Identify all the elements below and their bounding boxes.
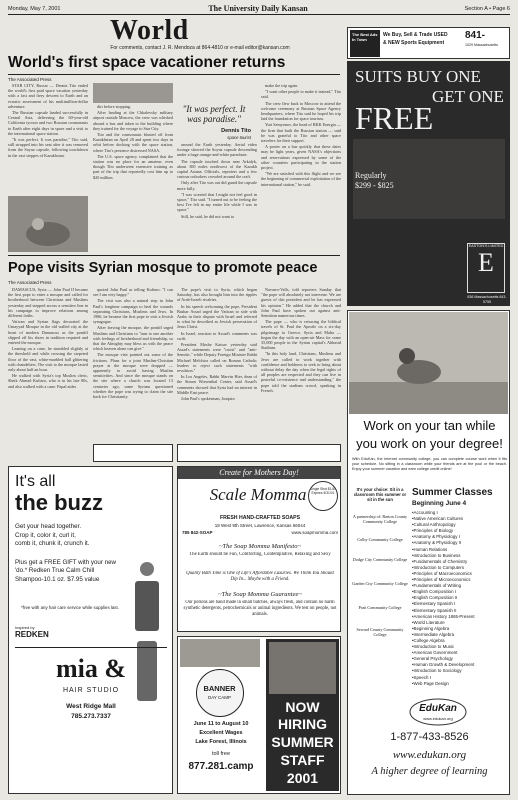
course-item: • Principles of Biology [412,528,507,534]
course-item: • Anatomy & Physiology II [412,540,507,546]
camp-phone: 877.281.camp [188,761,254,772]
camp-wages: Excellent Wages [199,730,243,736]
course-item: • World Literature [412,620,507,626]
edukan-intro: With EduKan, the Internet community college, you can complete course work when it fits your schedule. No sitting in a classroom while your friends are at the pool or the beach. Enjoy your summer vacation and earn college credit online! [352,457,507,471]
camp-dates: June 11 to August 10 [193,721,249,727]
course-item: • Intermediate Algebra [412,632,507,638]
story-column: around the Earth yesterday. Aerial video footage showed the Soyuz capsule descending under a huge orange-and-white parachute. The capsule touched down near Arkalyk, about 300 miles northwest of the Kazakh capital Astana. Officials, reporters and a few curious onlookers crowded around the craft. Only after Tito was out did guard the capsule more fully. "I was worried that I might not feel good in space," Tito said. "I turned out to be feeling the best I've felt in my entire life while I was in space." Still, he said, he did not want to [177,142,257,219]
camp-year: 2001 [286,770,319,786]
suits-ad [347,61,510,306]
byline: The Associated Press [8,280,52,285]
paper-name: The University Daily Kansan [208,4,308,13]
salon-name: mia & [55,654,127,683]
redken-name: REDKEN [15,630,49,639]
story-column: STAR CITY, Russia — Dennis Tito ended the world's first paid space vacation yesterday with a fast and fiery descent to Earth and an ecstatic assessment of his multimillion-dollar adventure. The Russian capsule landed successfully in Central Asia, delivering the 60-year-old California tycoon and two Russian cosmonauts to Earth after eight days in space and a visit to the international space station. "It was perfect. It was paradise," Tito said, still strapped into his seat after it was removed from the Soyuz capsule, following touchdown in the vast steppes of Kazakhstan. [8,83,88,158]
camp-logo [196,669,244,717]
buzz-text: Get your head together. [15,523,82,530]
buzz-text: comb it, chunk it, crunch it. [15,540,90,547]
course-item: • English Composition II [412,595,507,601]
buzz-line2: the buzz [15,491,103,515]
edukan-headline: Work on your tan while you work on your degree! [356,418,503,451]
redken-logo [15,625,75,643]
course-item: • Elementary Spanish II [412,608,507,614]
edukan-logo-url: www.edukan.org [423,716,453,721]
edukan-logo [408,697,468,727]
eastons-name: EASTON'S LIMITED [468,244,504,248]
soap-guarantee: Our potions are hand made in small batches, always fresh, and contain no harsh synthetic detergents, petrochemicals or animal ingredients. We test on people, not animals. [183,600,337,617]
camp-now: NOW [285,699,320,715]
buzz-line1: It's all [15,473,56,490]
soap-guarantee-title: ~The Soap Momma Guarantee~ [218,591,302,598]
sports-ad-buy: We Buy, Sell & Trade USED [383,32,448,38]
camp-summer: SUMMER [271,734,334,750]
college-item: Colby Community College [357,537,403,542]
suits-line2: GET ONE [432,87,504,106]
edukan-photo [349,312,508,414]
course-item: • College Algebra [412,638,507,644]
soap-banner: Create for Mothers Day! [178,467,340,479]
story-column: dirt before stopping. After landing at the Chkalovsky military airport outside Moscow, the crew was whisked aboard a bus and taken to the building where they trained for the voyage to Star City. Tito and the cosmonauts blasted off from Kazakhstan on April 28 and spent two days in orbit before docking with the space station, where Tito's presence distressed NASA. The U.S. space agency complained that the station was no place for an amateur, even though Tito underwent extensive training as part of the trip that reportedly cost him up to $20 million. [93,104,173,180]
course-list [412,510,507,693]
camp-hiring: HIRING [278,716,327,732]
college-item: Garden City Community College [352,581,408,586]
course-item: • Introduction to Sociology [412,668,507,674]
college-item: Seward County Community College [356,627,404,637]
sports-ad-logo: The Best Ads In Town [350,30,380,57]
story-column: The pope's visit to Syria, which began Saturday, has also brought him into the ripples of Arab-Israeli rivalries. In his speech welcoming the pope, President Bashar Assad urged the Vatican to side with Arabs in their dispute with Israel and referred to what he described as Jewish persecution of Jesus Christ. In Israel, reaction to Assad's comments was swift. President Moshe Katsav yesterday said Assad's statements were "racist" and "anti-Semitic," while Deputy Foreign Minister Rabbi Michael Melchior called on Roman Catholic leaders to reject such statements "with revulsion." In Los Angeles, Rabbi Marvin Hier, dean of the Simon Wiesenthal Center, said Assad's comments showed that Syria had no interest in Middle East peace. John Paul's spokesman, Joaquin [177,287,257,402]
quote-role: space tourist [227,135,251,140]
edukan-ad [347,310,510,795]
camp-tollfree: toll free [211,751,231,757]
suits-free: FREE [355,101,434,135]
college-item: Dodge City Community College [352,557,408,562]
byline: The Associated Press [8,77,52,82]
soap-web: www.soapmomma.com [291,530,338,535]
section-title: World [110,16,189,46]
soap-manifesto-title: ~The Soap Momma Manifesto~ [219,543,301,550]
camp-staff-photo [269,642,336,694]
salon-ad [8,466,173,794]
redken-sub: Inspired by [15,625,35,630]
soap-fresh: FRESH HAND-CRAFTED SOAPS [219,515,301,521]
headline-pope: Pope visits Syrian mosque to promote peace [8,260,318,276]
eastons-initial: E [478,248,494,277]
eastons-address: 836 Massachusetts 843-5755 [467,295,507,304]
masthead-rule [8,14,510,15]
rule [8,255,340,256]
buzz-lines [15,523,165,553]
pull-quote: "It was perfect. It was paradise." [182,104,246,124]
sports-ad [347,27,510,59]
issue-date: Monday, May 7, 2001 [8,6,61,12]
edukan-choice: It's your choice: Sit in a classroom this summer or sit in the sun [353,487,407,502]
story-column: quoted John Paul as telling Kuftaro: "I can see I am very happy." The visit was also a natural step in John Paul's longtime campaign to heal the wounds separating Christians, Muslims and Jews. In 1986, he became the first pope to visit a Jewish synagogue. After leaving the mosque, the pontiff urged Muslims and Christians to "turn to one another with feelings of brotherhood and friendship, so that the Almighty may bless us with the peace which heaven alone can give." The mosque visit pointed out some of the frictions. Plans for a joint Muslim-Christian prayer at the mosque were dropped — apparently to avoid having Muslim sensitivities. And since the mosque stands on the site where a church was located 13 centuries ago, some Syrians questioned whether the pope was trying to claim the site back for Christianity. [93,287,173,400]
suits-price: $299 - $825 [355,181,394,190]
edukan-website: www.edukan.org [392,749,467,761]
photo-capsule [8,196,88,252]
course-item: • Principles of Macroeconomics [412,571,507,577]
course-item: • English Composition I [412,589,507,595]
course-item: • Beginning Algebra [412,626,507,632]
rule [8,74,340,75]
salon-phone: 785.273.7337 [71,713,111,720]
camp-location: Lake Forest, Illinois [195,739,247,745]
edukan-phone: 1-877-433-8526 [390,731,469,743]
course-item: • Human Relations [412,547,507,553]
soap-phone: 785 842-SOAP [182,530,213,535]
college-item: Pratt Community College [358,605,402,610]
course-item: • Elementary Spanish I [412,601,507,607]
course-item: • Human Growth & Development [412,662,507,668]
soap-ad [177,466,341,632]
course-item: • Introduction to Business [412,553,507,559]
course-item: • Native American Cultures [412,516,507,522]
edukan-partnership: A partnership of: Barton County Community College [352,514,408,524]
edukan-tagline: A higher degree of learning [371,766,488,777]
camp-hiring-panel [266,639,339,791]
story-column: make the trip again. "I want other people to make it instead," Tito said. The crew flew back to Moscow to attend the welcome ceremony at Russian Space Agency headquarters, where Tito said he hoped his trip laid the foundation for space tourism. Yuri Semyonov, the head of RKK Energia — the firm that built the Russian station — said he was grateful to Tito and other space travelers for their support. A poster on a bus quickly that these dates may be light years, given NASA's objections and reservations expressed by some of the other countries participating in the station project. "We are satisfied with this flight and we see the beginning of commercial exploitation of the international station," he said. [261,83,341,187]
camp-ad [177,636,341,794]
sports-ad-address: 1029 Massachusetts [465,43,498,47]
course-item: • American Government [412,650,507,656]
edukan-logo-text: EduKan [419,703,457,714]
course-item: • Introduction to Music [412,644,507,650]
camp-staff: STAFF [280,752,325,768]
buzz-offer: Plus get a FREE GIFT with your new 'do.* Redken True Calm Chill Shampoo-10.1 oz. $7.95 value [15,559,116,583]
summer-classes-start: Beginning June 4 [412,500,467,507]
small-ad [177,444,341,462]
headline-space: World's first space vacationer returns [8,54,286,71]
course-item: • Anatomy & Physiology I [412,534,507,540]
course-item: • Speech I [412,675,507,681]
salon-sub: HAIR STUDIO [62,687,120,694]
summer-classes-title: Summer Classes [412,487,493,498]
eastons-logo [467,243,505,293]
course-item: • Cultural Anthropology [412,522,507,528]
course-item: • Principles of Microeconomics [412,577,507,583]
course-item: • Web Page Design [412,681,507,687]
small-ad [93,444,173,462]
story-column: Navarro-Valls, told reporters Sunday that "the pope will absolutely not intervene. We are guests of this president and he has expressed his opinion." He added that the church and John Paul have spoken out against anti-Semitism numerous times. The pope — who is retracing the biblical travels of St. Paul the Apostle on a six-day pilgrimage to Greece, Syria and Malta — began the day with an open-air Mass for some 35,000 people in the Syrian capital's Abbasid Stadium. "In this holy land, Christians, Muslims and Jews are called to work together with confidence and boldness to seek to bring about without delay the day when the legal rights of all peoples are respected and they can live in peaceful co-existence and understanding," the pope told the stadium crowd, speaking in French. [261,287,341,393]
soap-address: 18 West 9th Street, Lawrence, Kansas 66044 [214,523,306,528]
salon-address: West Ridge Mall [66,703,116,710]
section-contact: For comments, contact J. R. Mendoza at 864-4810 or e-mail editor@kansan.com [110,45,290,51]
suits-line1: SUITS BUY ONE [355,67,481,86]
buzz-fine-print: *free with any hair care service while supplies last. [21,605,119,610]
section-page: Section A • Page 6 [464,6,510,12]
sports-ad-phone: 841- [465,30,486,41]
course-item: • Fundamentals of Chemistry [412,559,507,565]
course-item: • Accounting I [412,510,507,516]
camp-logo-title: BANNER [203,684,236,693]
suits-regularly: Regularly [355,171,387,180]
buzz-text: Crop it, color it, curl it, [15,531,76,539]
rule [15,647,167,648]
sports-ad-sub: & NEW Sports Equipment [383,40,445,46]
soap-name: Scale Momma [209,485,307,504]
edukan-colleges [351,537,409,653]
camp-photo [180,639,260,667]
story-column: DAMASCUS, Syria — John Paul II became the first pope to enter a mosque and called for brotherhood between Christians and Muslims yesterday and stepped across a sensitive line in his campaign to improve relations among different faiths. Vatican and Syrian flags decorated the Umayyad Mosque in the old walled city at the heart of modern Damascus as the pontiff slipped off his shoes in tradition required and entered the mosque. Leaning on a cane, he stumbled slightly at the threshold and while crossing the carpeted floor of the vast, white-marbled hall glittering with chandeliers. The visit to the mosque lasted only about half an hour. He walked with Syria's top Muslim cleric, Sheik Ahmad Kuftaro, who is in his late 80s, and also walked with a cane. Papal aides [8,287,88,389]
camp-logo-sub: DAY CAMP [207,695,232,700]
quote-attribution: Dennis Tito [221,128,251,134]
soap-badge: Single Shot $1.60 Expires 5/31/01 [308,481,338,511]
course-item: • General Psychology [412,656,507,662]
course-item: • Introduction to Computers [412,565,507,571]
course-item: • American History 1865-Present [412,614,507,620]
soap-quality: Quality Bath Time is One of Life's Affordable Luxuries. We Think You Should Dip In... Maybe with a Friend. [186,571,334,582]
course-item: • Fundamentals of Writing [412,583,507,589]
photo-crew [93,83,173,103]
soap-manifesto: The Earth should be Fun, Comforting, Contemplative, Relaxing and Sexy [189,552,331,557]
